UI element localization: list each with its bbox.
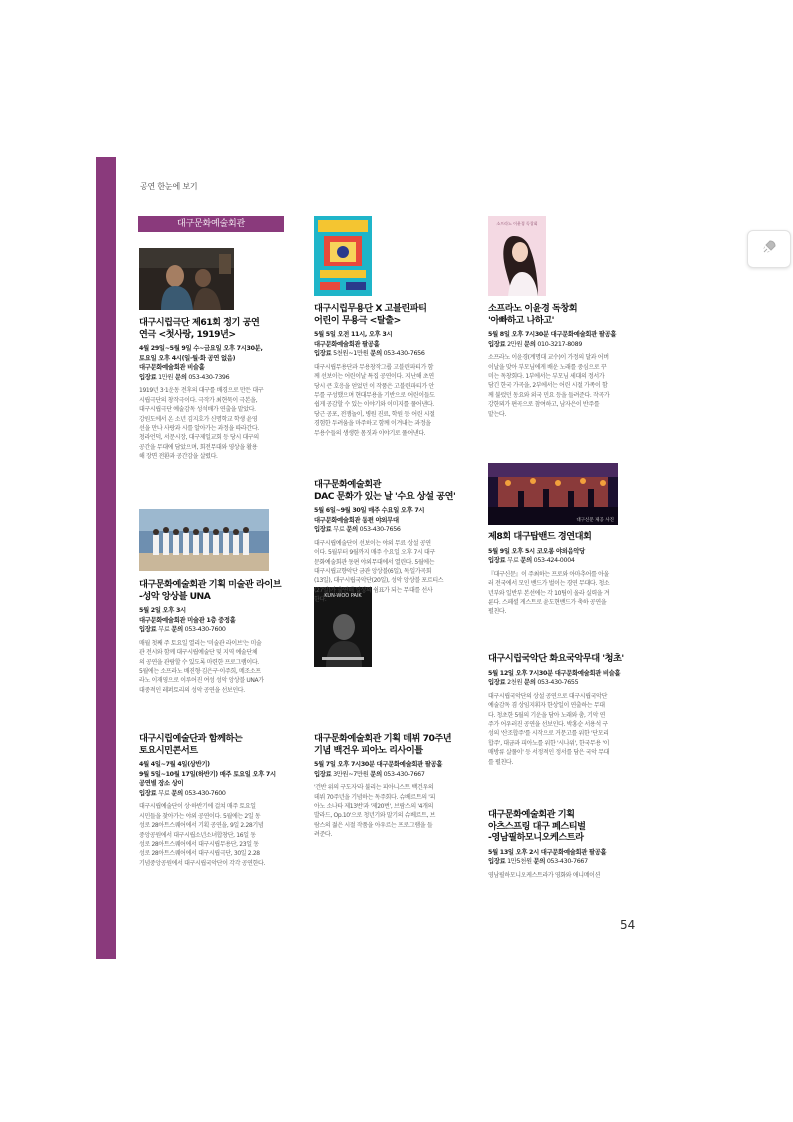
poster-recital-caption: KUN-WOO PAIK (324, 593, 362, 599)
entry-gugak-stage (488, 653, 638, 767)
entry-price: 입장료 무료 문의 053-430-7600 (139, 626, 226, 634)
entry-price: 입장료 1만5천원 문의 053-430-7667 (488, 858, 588, 866)
entry-meta: 5월 8일 오후 7시30분 대구문화예술회관 팔공홀 (488, 331, 617, 338)
entry-meta: 5월 2일 오후 3시 대구문화예술회관 미술관 1층 중정홀 (139, 607, 236, 624)
poster-soprano-caption: 소프라노 이윤경 독창회 (496, 221, 538, 226)
entry-price: 입장료 1만원 문의 053-430-7396 (139, 373, 230, 381)
entry-price: 입장료 무료 문의 053-430-7656 (314, 526, 401, 534)
entry-wednesday-show (314, 479, 464, 605)
poster-dance-escape (314, 216, 372, 296)
entry-meta: 5월 5일 오전 11시, 오후 3시 대구문화예술회관 팔공홀 (314, 331, 393, 348)
entry-dance-escape (314, 303, 464, 438)
photo-vocal-ensemble (139, 509, 269, 571)
entry-description: 『대구신문』이 주최하는 프로와 아마추어를 아울 러 전국에서 모인 밴드가 벌이는 경연 무대다. 청소 년부와 일반부 본선에는 각 10팀이 올라 실력을 겨 룬다. 스페셜 게스트로 윤도현밴드가 축하 공연을 펼친다. (488, 570, 610, 616)
side-color-bar (96, 157, 116, 959)
entry-piano-recital (314, 733, 464, 840)
rocket-icon (761, 239, 777, 259)
entry-description: 대구시립예술단이 상·하반기에 걸쳐 매주 토요일 시민들을 찾아가는 야외 공연이다. 5월에는 2일 동 성로 28아트스퀘어에서 기획 공연을, 9일 2.28기념 중앙공원에서 대구시립소년소녀합창단, 16일 동 성로 28아트스퀘어에서 대구시립무용단, 23일 동 성로 28아트스퀘어에서 대구시립극단, 30일 2.28 기념중앙공원에서 대구시립국악단이 각각 공연한다. (139, 803, 266, 867)
photo-play-scene (139, 248, 234, 310)
entry-meta: 4월 4일~7월 4일(상반기) 9월 5일~10월 17일(하반기) 매주 토요일 오후 7시 공연별 장소 상이 (139, 761, 276, 788)
venue-banner: 대구문화예술회관 (138, 216, 284, 232)
entry-saturday-concert (139, 733, 289, 868)
entry-top-band (488, 531, 638, 617)
page-number: 54 (620, 918, 636, 932)
entry-meta: 5월 12일 오후 7시30분 대구문화예술회관 비슬홀 (488, 669, 621, 677)
entry-price: 입장료 2만원 문의 010-3217-8089 (488, 340, 583, 348)
entry-arts-spring (488, 809, 638, 880)
entry-price: 입장료 무료 문의 053-424-0004 (488, 557, 575, 565)
entry-meta: 5월 7일 오후 7시30분 대구문화예술회관 팔공홀 (314, 761, 443, 768)
photo-band-stage (488, 463, 618, 525)
section-label: 공연 한눈에 보기 (140, 182, 198, 191)
entry-title: 대구시립무용단 X 고블린파티 어린이 무용극 <탈출> (314, 303, 427, 326)
entry-title: 대구문화예술회관 기획 미술관 라이브 -성악 앙상블 UNA (139, 579, 282, 602)
entry-description: 대구시립예술단이 선보이는 야외 무료 상설 공연 이다. 5월부터 9월까지 매주 수요일 오후 7시 대구 문화예술회관 동편 야외무대에서 열린다. 5월에는 대구시립교향악단 금관 앙상블(6일), 독일가곡회 (13일), 대구시립국악단(20일), 성악 앙상블 포르티스 (27일)가 출연해 일상의 쉼표가 되는 무대를 선사 한다. (314, 539, 444, 604)
band-photo-caption: 대구신문 제공 사진 (576, 518, 614, 523)
entry-title: 제8회 대구탑밴드 경연대회 (488, 531, 592, 542)
entry-title: 소프라노 이윤경 독창회 '아빠하고 나하고' (488, 303, 578, 326)
entry-meta: 5월 6일~9월 30일 매주 수요일 오후 7시 대구문화예술회관 동편 야외무대 (314, 507, 425, 524)
entry-soprano-recital (488, 303, 638, 419)
entry-price: 입장료 3만원~7만원 문의 053-430-7667 (314, 770, 425, 778)
poster-soprano-recital (488, 216, 546, 296)
entry-description: 영남필하모니오케스트라가 영화와 애니메이션 (488, 871, 601, 879)
entry-price: 입장료 무료 문의 053-430-7600 (139, 789, 226, 797)
floating-action-button[interactable] (747, 230, 791, 268)
entry-title: 대구문화예술회관 기획 데뷔 70주년 기념 백건우 피아노 리사이틀 (314, 733, 452, 756)
entry-price: 입장료 2천원 문의 053-430-7655 (488, 679, 579, 687)
entry-meta: 4월 29일~5월 9일 수~금요일 오후 7시30분, 토요일 오후 4시(일·월·화 공연 없음) 대구문화예술회관 비슬홀 (139, 345, 263, 372)
entry-description: 1919년 3·1운동 전후의 대구를 배경으로 만든 대구 시립극단의 창작극이다. 극작가 최현묵이 극본을, 대구시립극단 예술감독 성석배가 연출을 맡았다. 강원도에서 온 소년 김지호가 신명학교 학생 윤영 선을 만나 사랑과 시를 알아가는 과정을 따라간다. 청라언덕, 서문시장, 대구제일교회 등 당시 대구의 공간을 무대에 담았으며, 회전무대와 영상을 활용 해 장면 전환과 공간감을 살렸다. (139, 387, 264, 461)
entry-meta: 5월 13일 오후 2시 대구문화예술회관 팔공홀 (488, 848, 607, 856)
entry-museum-live (139, 579, 289, 695)
entry-price: 입장료 5천원~1만원 문의 053-430-7656 (314, 350, 425, 358)
entry-title: 대구문화예술회관 DAC 문화가 있는 날 '수요 상설 공연' (314, 479, 456, 502)
entry-description: 소프라노 이윤경(계명대 교수)이 가정의 달과 어버 이날을 맞아 부모님에게 배운 노래를 중심으로 꾸 미는 독창회다. 1부에서는 부모님 세대의 정서가 담긴 한국 가곡을, 2부에서는 어린 시절 가족이 함 께 불렀던 동요와 외국 민요 등을 들려준다. 작곡가 강한뫼가 편곡으로 참여하고, 남자은이 반주를 맡는다. (488, 354, 610, 418)
entry-title: 대구시립극단 제61회 정기 공연 연극 <첫사랑, 1919년> (139, 317, 260, 340)
entry-title: 대구문화예술회관 기획 아츠스프링 대구 페스티벌 -영남필하모니오케스트라 (488, 809, 586, 843)
entry-description: 대구시립국악단의 상설 공연으로 대구시립국악단 예술감독 겸 상임지휘자 한상일이 연출하는 무대 다. 청초한 5월의 기운을 담아 노래와 춤, 기악 연 주가 어우러진 공연을 선보인다. 박홍순 서용석 구 성의 '산조합주'를 시작으로 거문고를 위한 '단모리 합주', 대금과 피아노를 위한 '시나위', 한국무용 '이 매방류 살풀이' 등 서정적인 정서를 담은 국악 무대 를 펼친다. (488, 692, 610, 766)
entry-meta: 5월 9일 오후 5시 코오롱 야외음악당 (488, 547, 585, 555)
entry-description: 대구시립무용단과 무용창작그룹 고블린파티가 함 께 선보이는 어린이날 특집 공연이다. 지난해 초연 당시 큰 호응을 얻었던 이 작품은 고블린파티가 안 무를 구성했으며 현대무용을 기반으로 어린이들도 쉽게 공감할 수 있는 이야기와 이미지를 풀어낸다. 당근 공포, 전쟁놀이, 병원 진료, 학원 등 어린 시절 경험한 두려움을 마주하고 함께 이겨내는 과정을 무용수들의 생생한 몸짓과 이야기로 풀어낸다. (314, 363, 435, 437)
entry-title: 대구시립국악단 화요국악무대 '청초' (488, 653, 624, 664)
entry-first-love (139, 317, 289, 462)
entry-description: '건반 위의 구도자'라 불리는 피아니스트 백건우의 데뷔 70주년을 기념하는 독주회다. 슈베르트의 '피 아노 소나타 제13번'과 '제20번', 브람스의 '4개의 발라드, Op.10'으로 청년기와 말기의 슈베르트, 브 람스의 젊은 시절 작품을 아우르는 프로그램을 들 려준다. (314, 784, 436, 839)
entry-title: 대구시립예술단과 함께하는 토요시민콘서트 (139, 733, 243, 756)
entry-description: 매월 첫째 주 토요일 열리는 '미술관 라이브'는 미술 관 전시와 함께 대구시립예술단 및 지역 예술단체 의 공연을 관람할 수 있도록 마련한 프로그램이다. 5월에는 소프라노 배진형·김은구·이주희, 메조소프 라노 이재영으로 이루어진 여성 성악 앙상블 UNA가 대중적인 레퍼토리의 성악 공연을 선보인다. (139, 639, 264, 694)
